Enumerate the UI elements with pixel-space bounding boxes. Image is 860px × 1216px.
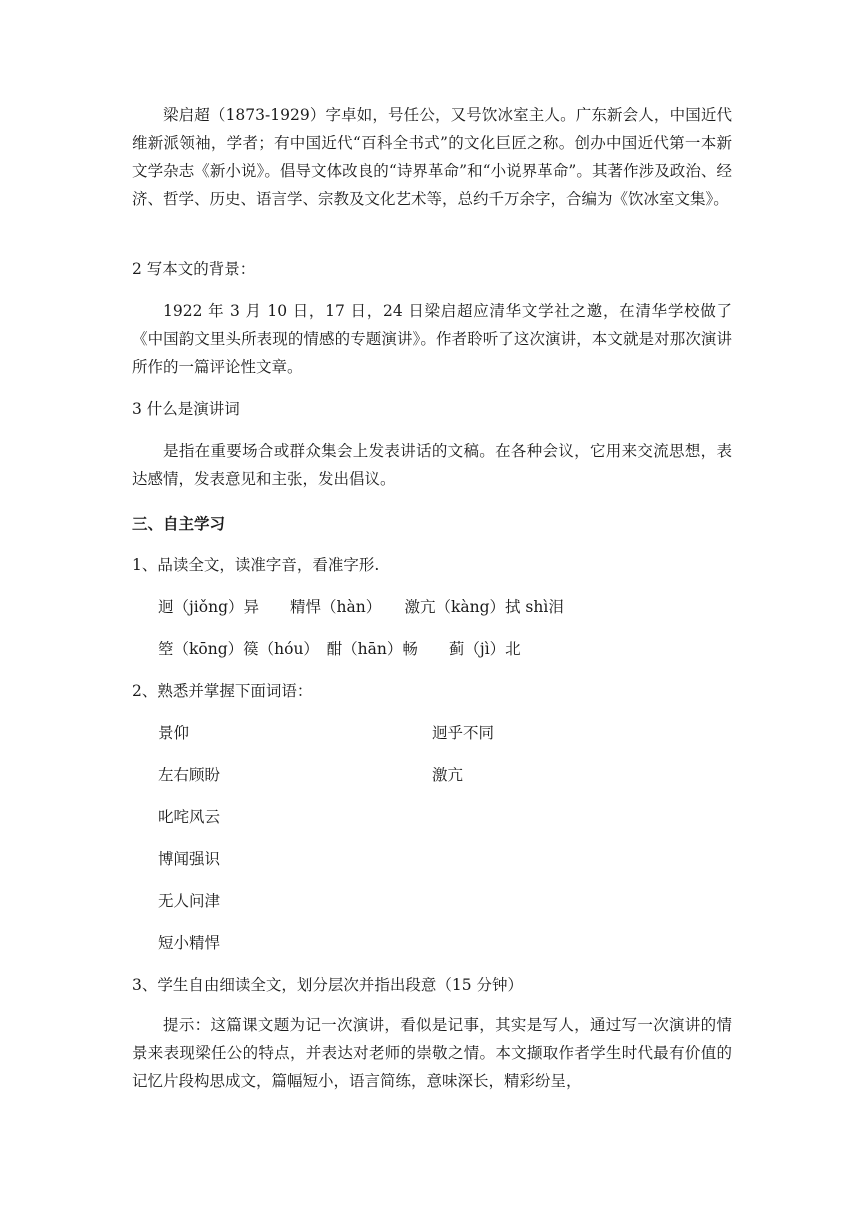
pinyin-row-1: 迥（jiǒng）异 精悍（hàn） 激亢（kàng）拭 shì泪 (158, 598, 564, 616)
task1-heading: 1、品读全文，读准字音，看准字形. (132, 556, 380, 574)
section3-heading: 3 什么是演讲词 (132, 400, 240, 418)
intro-paragraph: 梁启超（1873-1929）字卓如，号任公，又号饮冰室主人。广东新会人，中国近代维新派领袖，学者；有中国近代“百科全书式”的文化巨匠之称。创办中国近代第一本新文学杂志《新小说》。倡导文体改良的“诗界革命”和“小说界革命”。其著作涉及政治、经济、哲学、历史、语言学、宗教及文化艺术等，总约千万余字，合编为《饮冰室文集》。 (132, 106, 732, 208)
part3-heading: 三、自主学习 (132, 514, 226, 533)
task2-heading: 2、熟悉并掌握下面词语： (132, 682, 313, 700)
section2-block (132, 297, 732, 381)
vocab-right-2: 激亢 (432, 766, 464, 784)
intro-block (132, 101, 732, 213)
section3-paragraph: 是指在重要场合或群众集会上发表讲话的文稿。在各种会议，它用来交流思想，表达感情，发表意见和主张，发出倡议。 (132, 442, 732, 488)
vocab-left-5: 无人问津 (158, 892, 221, 910)
vocab-left-3: 叱咤风云 (158, 808, 221, 826)
vocab-left-6: 短小精悍 (158, 934, 221, 952)
vocab-right-1: 迥乎不同 (432, 724, 495, 742)
section2-paragraph: 1922 年 3 月 10 日，17 日，24 日梁启超应清华文学社之邀，在清华学校做了《中国韵文里头所表现的情感的专题演讲》。作者聆听了这次演讲，本文就是对那次演讲所作的一篇评论性文章。 (132, 302, 732, 376)
section2-heading: 2 写本文的背景： (132, 260, 256, 278)
section3-block (132, 437, 732, 493)
hint-block (132, 1011, 732, 1095)
pinyin-row-2: 箜（kōng）篌（hóu） 酣（hān）畅 蓟（jì）北 (158, 640, 521, 658)
vocab-left-4: 博闻强识 (158, 850, 221, 868)
task3-heading: 3、学生自由细读全文，划分层次并指出段意（15 分钟） (132, 976, 524, 994)
vocab-left-2: 左右顾盼 (158, 766, 221, 784)
hint-paragraph: 提示：这篇课文题为记一次演讲，看似是记事，其实是写人，通过写一次演讲的情景来表现梁任公的特点，并表达对老师的崇敬之情。本文撷取作者学生时代最有价值的记忆片段构思成文，篇幅短小，语言简练，意味深长，精彩纷呈， (132, 1016, 732, 1090)
vocab-left-1: 景仰 (158, 724, 190, 742)
